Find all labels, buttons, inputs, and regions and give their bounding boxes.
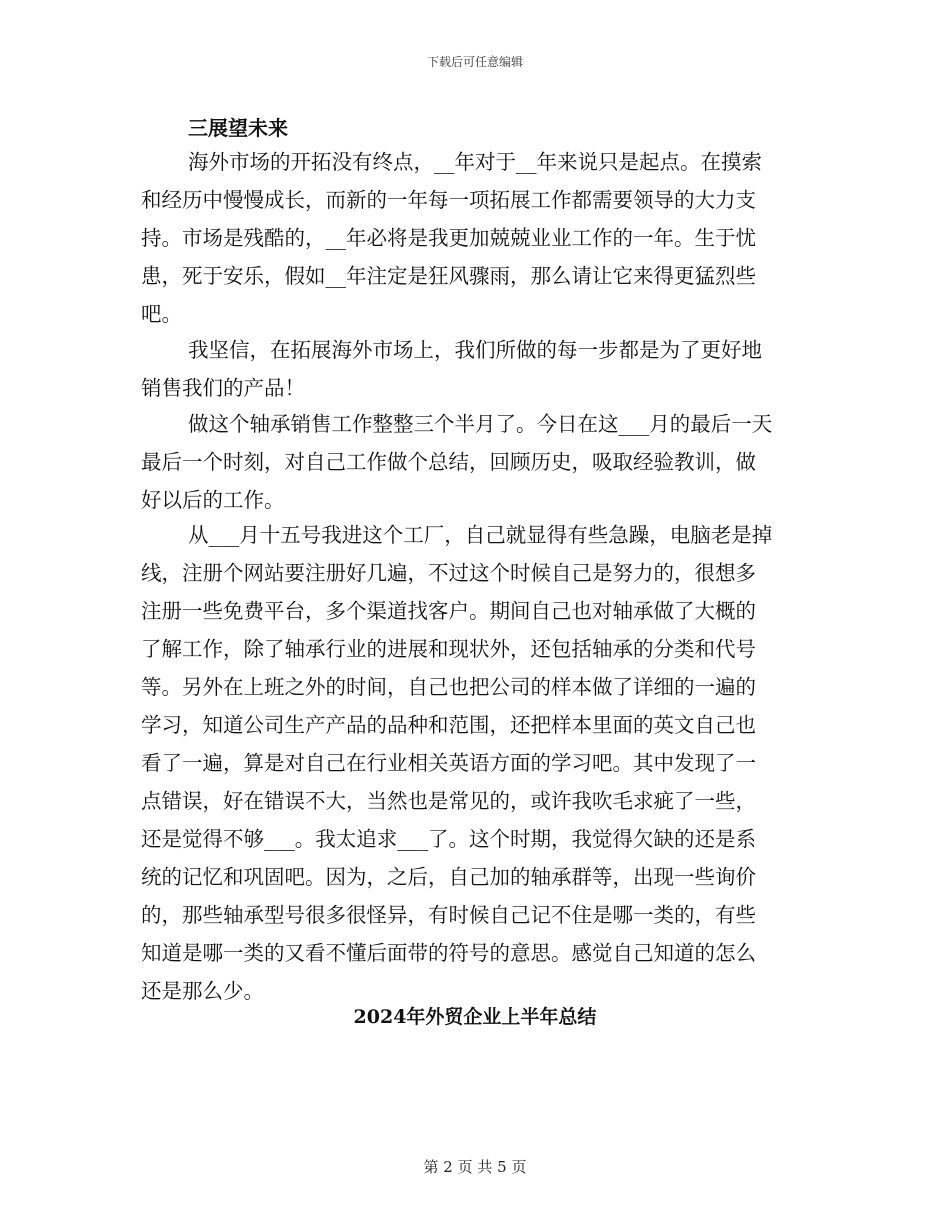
paragraph-line: 最后一个时刻，对自己工作做个总结，回顾历史，吸取经验教训，做 — [141, 450, 756, 474]
paragraph-line: 吧。 — [141, 302, 182, 326]
paragraph-line: 了解工作，除了轴承行业的进展和现状外，还包括轴承的分类和代号 — [141, 637, 756, 661]
paragraph-line: 线，注册个网站要注册好几遍，不过这个时候自己是努力的，很想多 — [141, 561, 756, 585]
paragraph-line: 做这个轴承销售工作整整三个半月了。今日在这___月的最后一天 — [188, 412, 773, 436]
paragraph-2 — [141, 331, 811, 407]
section-heading: 三展望未来 — [188, 116, 288, 140]
page-footer-pagination: 第 2 页 共 5 页 — [423, 1158, 527, 1176]
paragraph-line: 还是觉得不够___。我太追求___了。这个时期，我觉得欠缺的还是系 — [141, 827, 756, 851]
paragraph-line: 的，那些轴承型号很多很怪异，有时候自己记不住是哪一类的，有些 — [141, 903, 756, 927]
paragraph-line: 从___月十五号我进这个工厂，自己就显得有些急躁，电脑老是掉 — [188, 523, 773, 547]
paragraph-line: 知道是哪一类的又看不懂后面带的符号的意思。感觉自己知道的怎么 — [141, 941, 756, 965]
page-header-note: 下载后可任意编辑 — [426, 55, 523, 69]
paragraph-line: 海外市场的开拓没有终点，__年对于__年来说只是起点。在摸索 — [188, 150, 762, 174]
document-title: 2024年外贸企业上半年总结 — [353, 1006, 597, 1028]
paragraph-line: 看了一遍，算是对自己在行业相关英语方面的学习吧。其中发现了一 — [141, 751, 756, 775]
paragraph-line: 我坚信，在拓展海外市场上，我们所做的每一步都是为了更好地 — [188, 338, 762, 362]
paragraph-1 — [141, 143, 811, 333]
paragraph-line: 患，死于安乐，假如__年注定是狂风骤雨，那么请让它来得更猛烈些 — [141, 264, 756, 288]
paragraph-line: 学习，知道公司生产产品的品种和范围，还把样本里面的英文自己也 — [141, 713, 756, 737]
paragraph-line: 销售我们的产品！ — [141, 376, 305, 400]
paragraph-line: 还是那么少。 — [141, 979, 264, 1003]
paragraph-line: 点错误，好在错误不大，当然也是常见的，或许我吹毛求疵了一些， — [141, 789, 756, 813]
paragraph-3 — [141, 405, 811, 519]
paragraph-4 — [141, 516, 811, 1010]
paragraph-line: 和经历中慢慢成长，而新的一年每一项拓展工作都需要领导的大力支 — [141, 188, 756, 212]
paragraph-line: 统的记忆和巩固吧。因为，之后，自己加的轴承群等，出现一些询价 — [141, 865, 756, 889]
paragraph-line: 注册一些免费平台，多个渠道找客户。期间自己也对轴承做了大概的 — [141, 599, 756, 623]
paragraph-line: 持。市场是残酷的，__年必将是我更加兢兢业业工作的一年。生于忧 — [141, 226, 756, 250]
paragraph-line: 等。另外在上班之外的时间，自己也把公司的样本做了详细的一遍的 — [141, 675, 756, 699]
paragraph-line: 好以后的工作。 — [141, 488, 285, 512]
